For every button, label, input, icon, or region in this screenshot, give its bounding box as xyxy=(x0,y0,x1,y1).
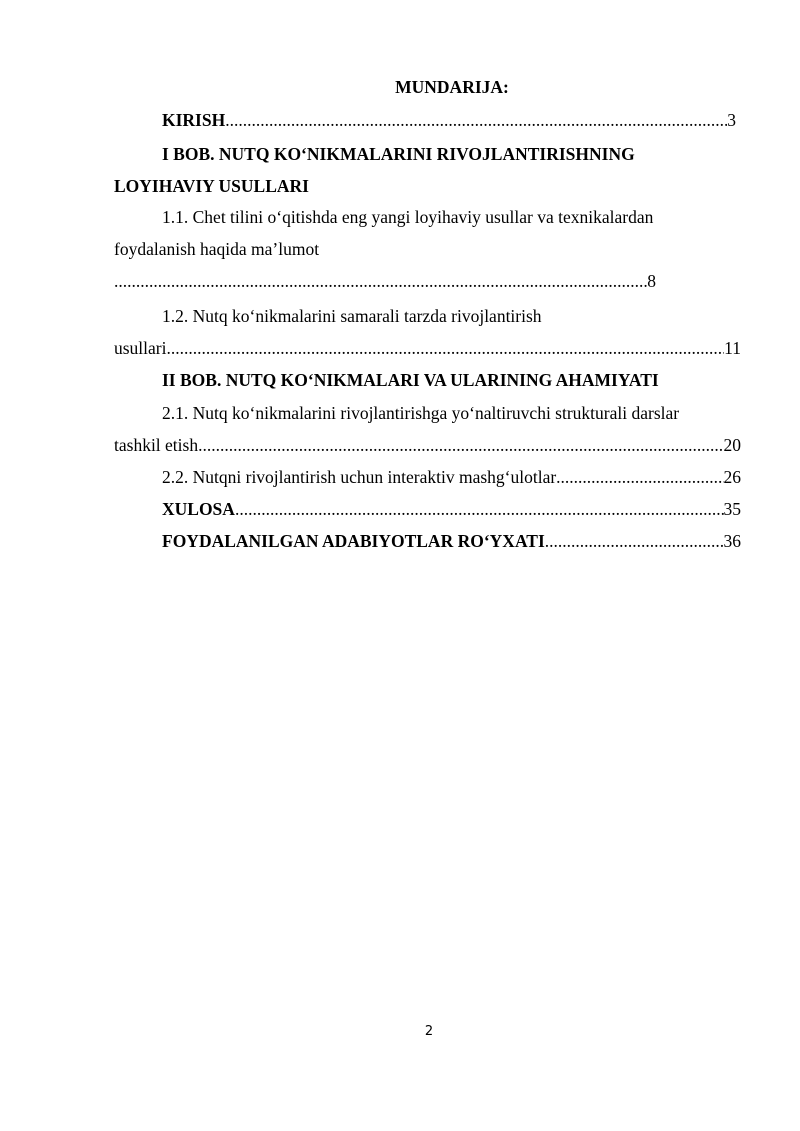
dot-leader xyxy=(545,530,724,552)
toc-entry-label: 2.2. Nutqni rivojlantirish uchun interaktiv mashg‘ulotlar xyxy=(162,467,557,487)
toc-entry-1-2[interactable] xyxy=(114,337,741,359)
dot-leader xyxy=(114,270,647,292)
dot-leader xyxy=(556,466,723,488)
toc-entry-1-1-line2: foydalanish haqida ma’lumot xyxy=(114,239,320,259)
dot-leader xyxy=(225,109,727,131)
toc-page-number: 20 xyxy=(723,435,741,455)
toc-title: MUNDARIJA: xyxy=(395,77,509,97)
toc-entry-xulosa[interactable] xyxy=(162,498,741,520)
toc-page-number: 36 xyxy=(723,531,741,551)
toc-page-number: 35 xyxy=(723,499,741,519)
chapter-1-heading-line2: LOYIHAVIY USULLARI xyxy=(114,176,309,196)
page-number: 2 xyxy=(424,1024,434,1039)
toc-page-number: 26 xyxy=(723,467,741,487)
toc-entry-1-1[interactable] xyxy=(114,270,656,292)
toc-entry-1-2-line1: 1.2. Nutq ko‘nikmalarini samarali tarzda rivojlantirish xyxy=(162,306,542,326)
dot-leader xyxy=(235,498,724,520)
toc-page-number: 11 xyxy=(724,338,741,358)
toc-page-number: 3 xyxy=(727,110,736,130)
toc-entry-2-2[interactable] xyxy=(162,466,741,488)
toc-page-number: 8 xyxy=(647,271,656,291)
toc-entry-label: usullari xyxy=(114,338,167,358)
toc-entry-label: XULOSA xyxy=(162,499,235,519)
toc-entry-adabiyotlar[interactable] xyxy=(162,530,741,552)
dot-leader xyxy=(167,337,725,359)
toc-entry-2-1[interactable] xyxy=(114,434,741,456)
toc-entry-label: FOYDALANILGAN ADABIYOTLAR RO‘YXATI xyxy=(162,531,545,551)
toc-entry-label: tashkil etish xyxy=(114,435,199,455)
toc-entry-label: KIRISH xyxy=(162,110,226,130)
toc-entry-1-1-line1: 1.1. Chet tilini o‘qitishda eng yangi loyihaviy usullar va texnikalardan xyxy=(162,207,654,227)
toc-entry-2-1-line1: 2.1. Nutq ko‘nikmalarini rivojlantirishga yo‘naltiruvchi strukturali darslar xyxy=(162,403,680,423)
toc-entry-kirish[interactable] xyxy=(162,109,736,131)
dot-leader xyxy=(198,434,723,456)
chapter-1-heading-line1: I BOB. NUTQ KO‘NIKMALARINI RIVOJLANTIRISHNING xyxy=(162,144,635,164)
chapter-2-heading: II BOB. NUTQ KO‘NIKMALARI VA ULARINING AHAMIYATI xyxy=(162,370,659,390)
